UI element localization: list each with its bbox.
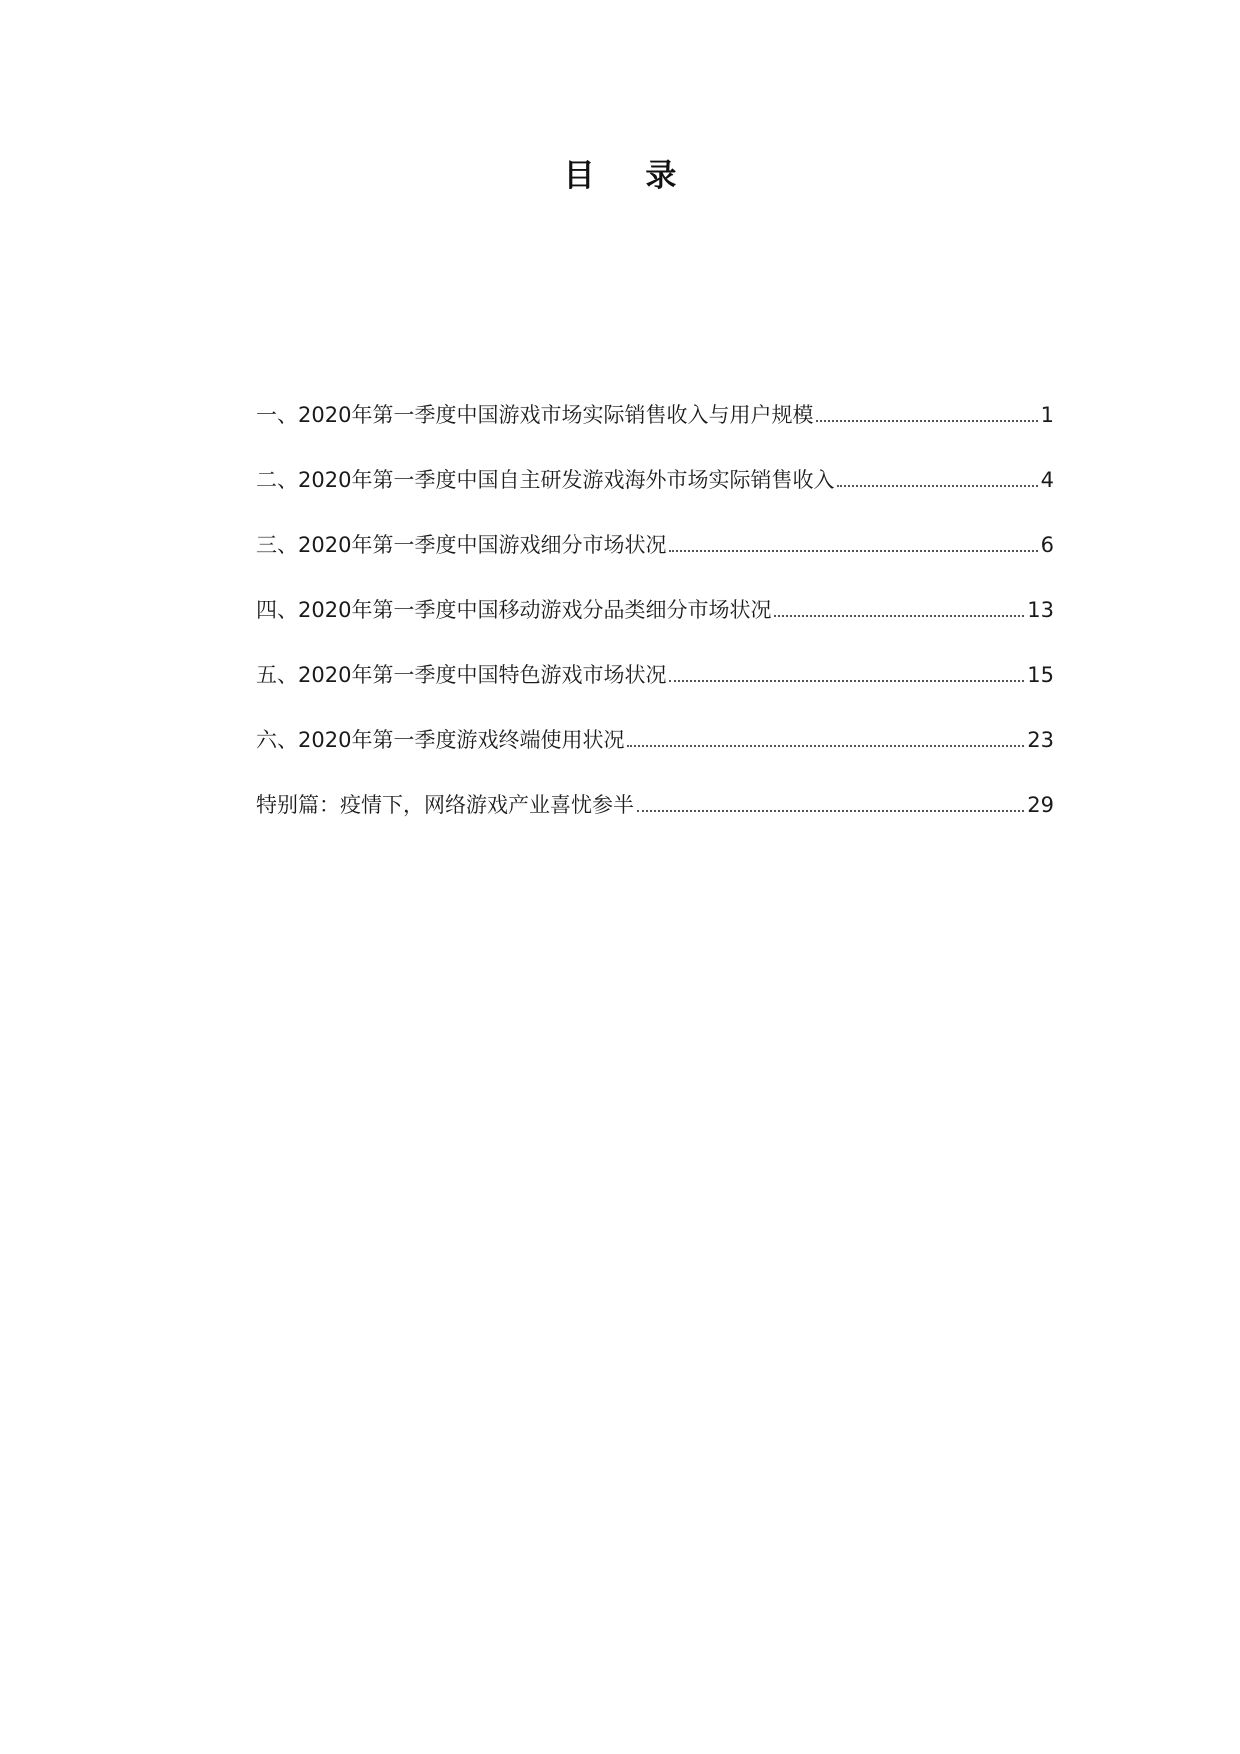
toc-entry[interactable]: [256, 595, 1054, 625]
toc-entry-page: 23: [1027, 728, 1054, 752]
toc-entry-label: 二、2020年第一季度中国自主研发游戏海外市场实际销售收入: [256, 468, 835, 492]
toc-entry-label: 五、2020年第一季度中国特色游戏市场状况: [256, 663, 667, 687]
toc-entry[interactable]: [256, 530, 1054, 560]
toc-entry[interactable]: [256, 465, 1054, 495]
toc-entry-label: 四、2020年第一季度中国移动游戏分品类细分市场状况: [256, 598, 772, 622]
toc-entry[interactable]: [256, 725, 1054, 755]
toc-entry-page: 6: [1040, 533, 1054, 557]
toc-entry-page: 13: [1027, 598, 1054, 622]
toc-list: [256, 400, 1054, 855]
toc-entry[interactable]: [256, 660, 1054, 690]
toc-entry[interactable]: [256, 790, 1054, 820]
toc-dot-leader: [627, 745, 1024, 747]
toc-entry-label: 一、2020年第一季度中国游戏市场实际销售收入与用户规模: [256, 403, 814, 427]
toc-entry[interactable]: [256, 400, 1054, 430]
toc-dot-leader: [837, 485, 1037, 487]
toc-dot-leader: [637, 810, 1024, 812]
toc-dot-leader: [816, 420, 1037, 422]
toc-dot-leader: [669, 680, 1024, 682]
toc-dot-leader: [669, 550, 1037, 552]
toc-entry-page: 1: [1040, 403, 1054, 427]
toc-entry-page: 29: [1027, 793, 1054, 817]
toc-dot-leader: [774, 615, 1024, 617]
toc-entry-page: 4: [1040, 468, 1054, 492]
toc-entry-label: 特别篇：疫情下，网络游戏产业喜忧参半: [256, 793, 634, 817]
toc-title: 目 录: [563, 158, 697, 194]
toc-entry-label: 六、2020年第一季度游戏终端使用状况: [256, 728, 625, 752]
toc-entry-page: 15: [1027, 663, 1054, 687]
toc-entry-label: 三、2020年第一季度中国游戏细分市场状况: [256, 533, 667, 557]
